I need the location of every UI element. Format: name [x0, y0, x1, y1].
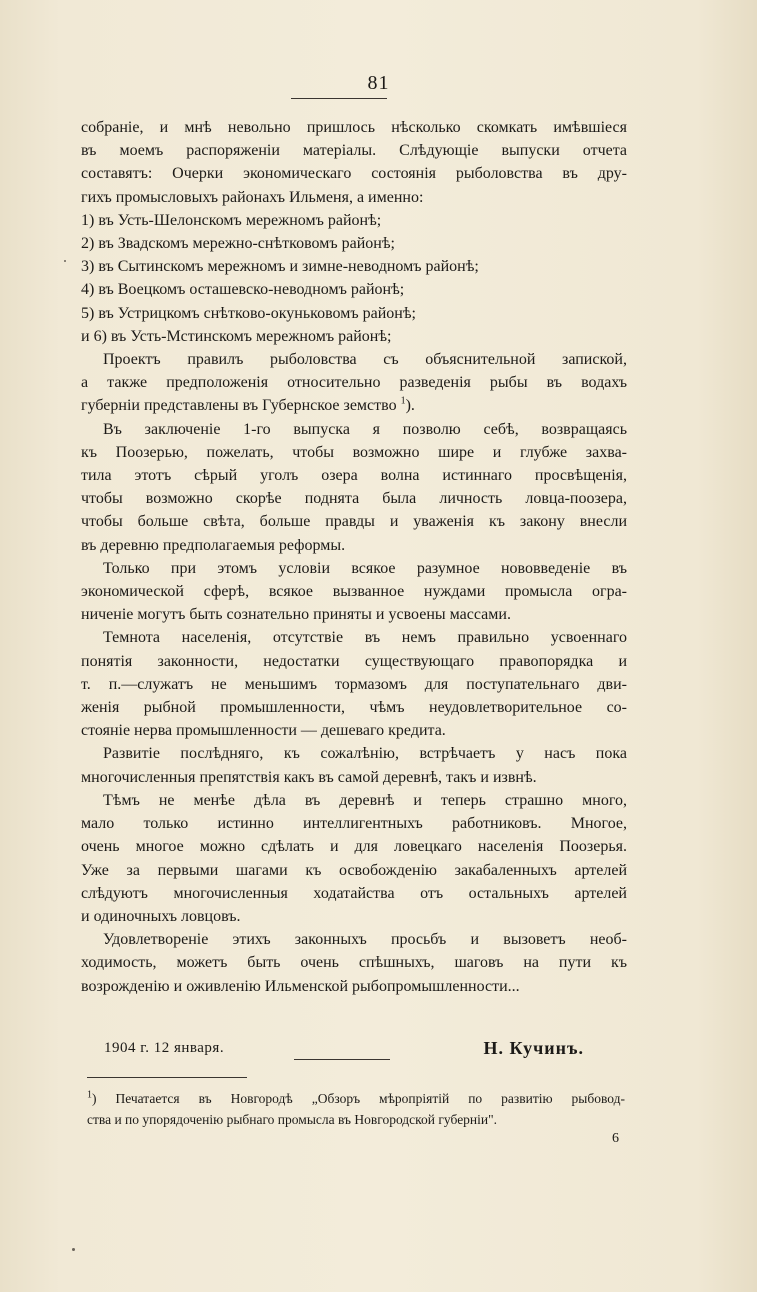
- signature-author: Н. Кучинъ.: [483, 1038, 584, 1058]
- text-line: возрожденію и оживленію Ильменской рыбопромышленности...: [81, 977, 520, 995]
- footnote-line: ства и по упорядоченію рыбнаго промысла въ Новгородской губерніи".: [87, 1112, 498, 1127]
- text-line: тила этотъ сѣрый уголъ озера волна истиннаго просвѣщенія,: [81, 467, 627, 485]
- text-line: [81, 394, 627, 417]
- paragraph: [81, 557, 627, 627]
- list-item: 2) въ Звадскомъ мережно-снѣтковомъ районѣ;: [81, 235, 395, 253]
- text-line: и одиночныхъ ловцовъ.: [81, 907, 241, 925]
- text-line: Проектъ правилъ рыболовства съ объяснительной запиской,: [103, 351, 627, 369]
- text-fragment: ).: [405, 397, 415, 415]
- page-number: 81: [367, 72, 390, 94]
- text-line: къ Поозерью, пожелать, чтобы возможно шире и глубже захва-: [81, 443, 627, 461]
- paragraph: [81, 789, 627, 928]
- text-line: ниченіе могутъ быть сознательно приняты и усвоены массами.: [81, 606, 511, 624]
- list-item: 1) въ Усть-Шелонскомъ мережномъ районѣ;: [81, 211, 382, 229]
- paragraph: [81, 418, 627, 557]
- text-line: т. п.—служатъ не меньшимъ тормазомъ для поступательнаго дви-: [81, 675, 627, 693]
- list-item: 3) въ Сытинскомъ мережномъ и зимне-неводномъ районѣ;: [81, 258, 479, 276]
- paragraph: [81, 928, 627, 998]
- footnote-ref: 1: [400, 396, 406, 408]
- text-fragment: ) Печатается въ Новгородѣ „Обзоръ мѣропріятій по развитію рыбовод-: [92, 1091, 625, 1106]
- text-line: Темнота населенія, отсутствіе въ немъ правильно усвоеннаго: [103, 629, 627, 647]
- text-line: многочисленныя препятствія какъ въ самой деревнѣ, такъ и извнѣ.: [81, 768, 537, 786]
- district-list: [81, 209, 627, 348]
- signature-date: 1904 г. 12 января.: [104, 1040, 225, 1056]
- footnote-marker: 1: [87, 1089, 92, 1101]
- text-line: чтобы возможно скорѣе поднята была личность ловца-поозера,: [81, 490, 627, 508]
- text-line: стояніе нерва промышленности — дешеваго кредита.: [81, 722, 446, 740]
- text-line: понятія законности, недостатки существующаго правопорядка и: [81, 652, 627, 670]
- text-line: очень многое можно сдѣлать и для ловецкаго населенія Поозерья.: [81, 838, 627, 856]
- paragraph: [81, 348, 627, 418]
- text-line: мало только истинно интеллигентныхъ работниковъ. Многое,: [81, 815, 627, 833]
- footnote-line: [87, 1088, 625, 1109]
- printer-signature-mark: 6: [612, 1131, 619, 1146]
- footnote: [87, 1088, 625, 1130]
- text-line: Уже за первыми шагами къ освобожденію закабаленныхъ артелей: [81, 861, 627, 879]
- text-line: слѣдуютъ многочисленныя ходатайства отъ остальныхъ артелей: [81, 884, 627, 902]
- text-line: Удовлетвореніе этихъ законныхъ просьбъ и вызоветъ необ-: [103, 931, 627, 949]
- page-number-rule: [291, 98, 387, 99]
- text-line: экономической сферѣ, всякое вызванное нуждами промысла огра-: [81, 583, 627, 601]
- text-line: въ деревню предполагаемыя реформы.: [81, 536, 346, 554]
- text-line: женія рыбной промышленности, чѣмъ неудовлетворительное со-: [81, 699, 627, 717]
- paper-speck: [64, 260, 66, 262]
- text-line: составятъ: Очерки экономическаго состоянія рыболовства въ дру-: [81, 165, 627, 183]
- paper-speck: [72, 1248, 75, 1251]
- text-line: въ моемъ распоряженіи матеріалы. Слѣдующіе выпуски отчета: [81, 142, 627, 160]
- list-item: и 6) въ Усть-Мстинскомъ мережномъ районѣ;: [81, 327, 392, 345]
- text-line: Развитіе послѣдняго, къ сожалѣнію, встрѣчаетъ у насъ пока: [103, 745, 627, 763]
- text-line: чтобы больше свѣта, больше правды и уваженія къ закону внесли: [81, 513, 627, 531]
- signature-row: [104, 1040, 584, 1064]
- paragraph: [81, 116, 627, 209]
- paragraph: [81, 742, 627, 788]
- text-line: а также предположенія относительно разведенія рыбы въ водахъ: [81, 374, 627, 392]
- text-line: Въ заключеніе 1-го выпуска я позволю себѣ, возвращаясь: [103, 420, 627, 438]
- paragraph: [81, 626, 627, 742]
- text-line: гихъ промысловыхъ районахъ Ильменя, а именно:: [81, 188, 424, 206]
- text-fragment: губерніи представлены въ Губернское земство: [81, 397, 397, 415]
- text-line: собраніе, и мнѣ невольно пришлось нѣсколько скомкать имѣвшіеся: [81, 119, 627, 136]
- list-item: 4) въ Воецкомъ осташевско-неводномъ районѣ;: [81, 281, 405, 299]
- signature-rule: [294, 1059, 390, 1060]
- list-item: 5) въ Устрицкомъ снѣтково-окуньковомъ районѣ;: [81, 304, 416, 322]
- text-line: Тѣмъ не менѣе дѣла въ деревнѣ и теперь страшно много,: [103, 791, 627, 809]
- footnote-rule: [87, 1077, 247, 1078]
- text-line: Только при этомъ условіи всякое разумное нововведеніе въ: [103, 559, 627, 577]
- text-line: ходимость, можетъ быть очень спѣшныхъ, шаговъ на пути къ: [81, 954, 627, 972]
- body-text: [81, 116, 627, 998]
